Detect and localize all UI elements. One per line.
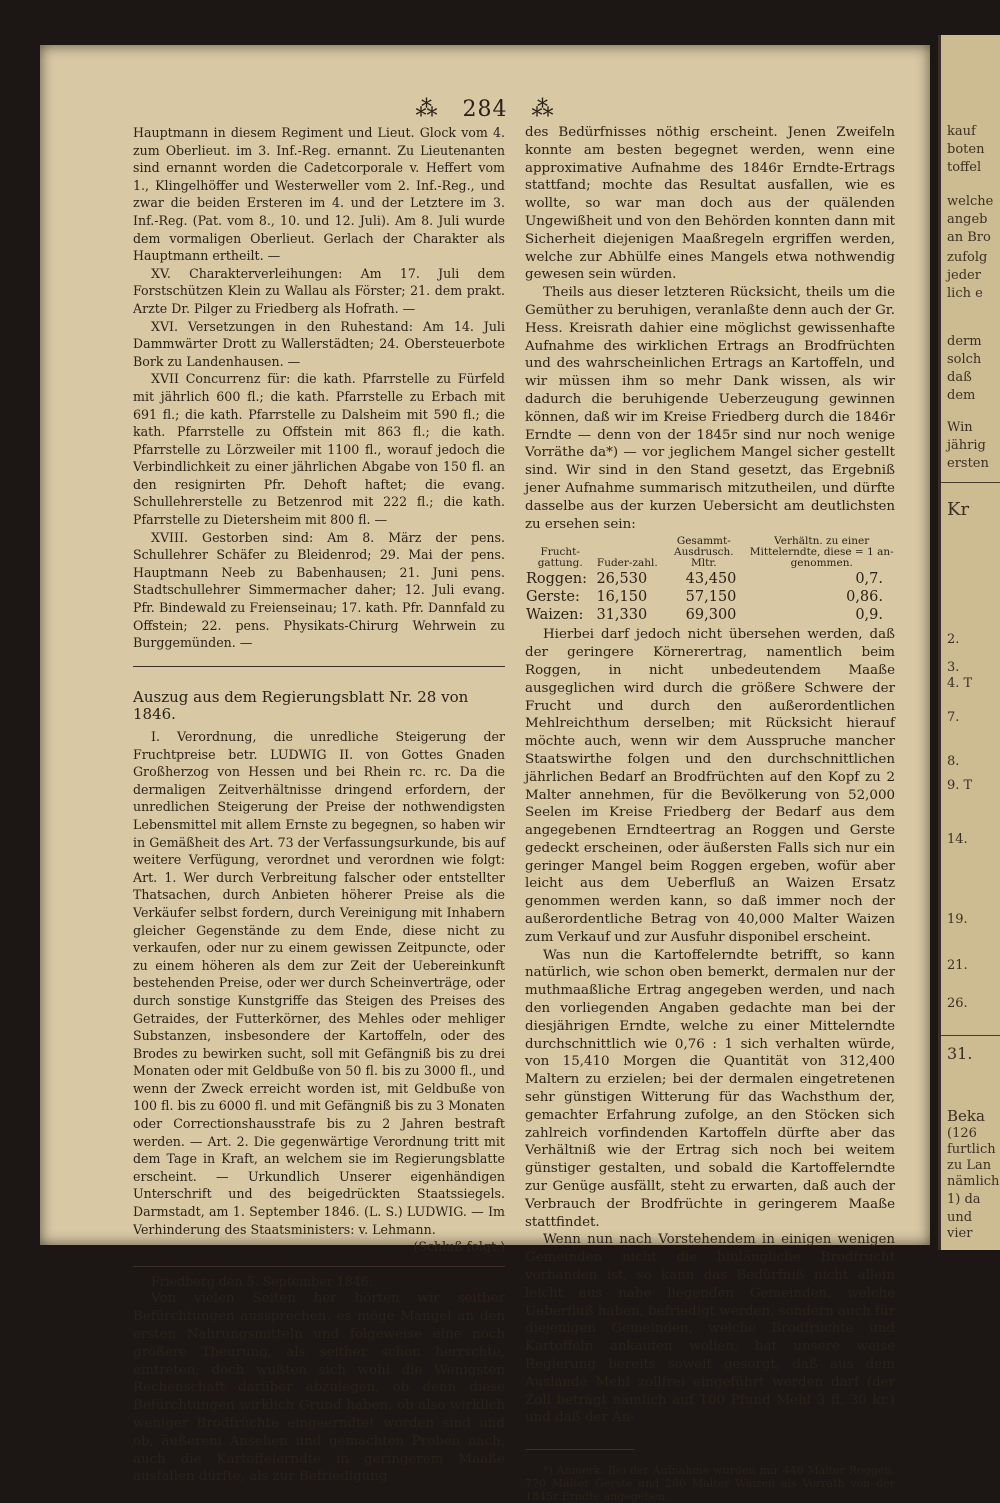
table-cell: 0,86.	[846, 589, 883, 606]
footnote: *) Anmerk. Bei der Aufnahme wurden nur 440 Malter Roggen, 770 Malter Gerste und 280 Malter Waizen als Vorrath von der 1845r Erndte angegeben.	[525, 1464, 895, 1503]
adjacent-fragment: lich e	[947, 286, 983, 301]
right-column	[525, 124, 895, 1503]
page-header	[40, 98, 930, 122]
section-divider	[133, 666, 505, 667]
page-number: 284	[462, 97, 508, 122]
adjacent-fragment: (126	[947, 1126, 977, 1141]
adjacent-fragment: 8.	[947, 754, 960, 769]
adjacent-fragment: boten	[947, 142, 985, 157]
adjacent-fragment: dem	[947, 388, 976, 403]
friedberg-paragraph: Von vielen Seiten her hörten wir seither Befürchtungen aussprechen, es möge Mangel an den ersten Nahrungsmitteln und folgeweise eine noch größere Theurung, als seither schon herrschte, eintreten; doch wußten sich wohl die Wenigsten Rechenschaft darüber abzulegen, ob denn diese Befürchtungen wirklich Grund haben, ob also wirklich weniger Brodfrüchte eingeerndtet worden sind und ob, äußerem Ansehen und gemachten Proben nach, auch die Kartoffelerndte in geringerem Maaße ausfallen dürfte, als zur Befriedigung	[133, 1291, 505, 1485]
table-row	[525, 570, 895, 588]
adjacent-fragment: Beka	[947, 1107, 985, 1125]
table-cell: 16,150	[596, 589, 648, 606]
section-xviii: XVIII. Gestorben sind: Am 8. März der pens. Schullehrer Schäfer zu Bleidenrod; 29. Mai der pens. Hauptmann Neeb zu Babenhausen; 21. Juni pens. Stadtschullehrer Simmermacher daher; 12. Juli evang. Pfr. Bindewald zu Freienseinau; 17. kath. Pfr. Dannfald zu Offstein; 22. pens. Physikats-Chirurg Wehrwein zu Burggemünden. —	[133, 529, 505, 651]
adjacent-fragment: 21.	[947, 958, 968, 973]
section-xv: XV. Charakterverleihungen: Am 17. Juli dem Forstschützen Klein zu Wallau als Förster; 21. dem prakt. Arzte Dr. Pilger zu Friedberg als Hofrath. —	[133, 265, 505, 316]
adjacent-fragment: 31.	[947, 1044, 973, 1063]
table-header: Gesammt-Ausdrusch. Mltr.	[674, 535, 734, 570]
footnote-rule	[525, 1449, 635, 1464]
potatoes-paragraph: Was nun die Kartoffelerndte betrifft, so kann natürlich, wie schon oben bemerkt, dermalen nur der muthmaaßliche Ertrag angegeben werden, und nach den vorliegenden Angaben gedachte man bei der diesjährigen Erndte, welche zu einer Mittelerndte durchschnittlich wie 0,76 : 1 sich verhalten würde, von 15,410 Morgen die Quantität von 312,400 Maltern zu erzielen; bei der dermalen eingetretenen sehr günstigen Witterung für das Wachsthum der, gemachter Erfahrung zufolge, an den Stöcken sich zahlreich vorfindenden Kartoffeln dürfte aber das Verhältniß wie der Ertrag sich noch bei weitem günstiger gestalten, und sobald die Kartoffelerndte zur Genüge ausfällt, steht zu erwarten, daß auch der Verbrauch der Brodfrüchte in geringerem Maaße stattfindet.	[525, 947, 895, 1230]
adjacent-fragment: 26.	[947, 996, 968, 1011]
adjacent-fragment: Kr	[947, 499, 970, 520]
adjacent-fragment: 3.	[947, 660, 960, 675]
adjacent-fragment: 2.	[947, 632, 960, 647]
communities-paragraph: Wenn nun nach Vorstehendem in einigen wenigen Gemeinden nicht die hinlängliche Brodfrucht vorhanden ist, so kann das Bedürfniß nicht allein leicht aus nahe liegenden Gemeinden, welche Ueberfluß haben, befriedigt werden, sondern auch für diejenigen Gemeinden, welche Brodfrüchte und Kartoffeln ankaufen wollen, hat unsere weise Regierung bereits soweit gesorgt, daß aus dem Auslande Mehl zollfrei eingeführt werden darf (der Zoll beträgt nämlich auf 100 Pfund Mehl 3 fl. 30 kr.) und daß der An-	[525, 1232, 895, 1426]
adjacent-fragment: furtlich	[947, 1142, 996, 1157]
adjacent-fragment: jährig	[947, 438, 986, 453]
continuation-paragraph: des Bedürfnisses nöthig erscheint. Jenen Zweifeln konnte am besten begegnet werden, wenn eine approximative Aufnahme des 1846r Erndte-Ertrags stattfand; mochte das Resultat ausfallen, wie es wollte, so war man doch aus der quälenden Ungewißheit und von den Behörden konnten dann mit Sicherheit diejenigen Maaßregeln ergriffen werden, welche zur Abhülfe eines Mangels etwa nothwendig gewesen sein würden.	[525, 125, 895, 283]
adjacent-page-edge	[938, 35, 1000, 1250]
decree-paragraph: I. Verordnung, die unredliche Steigerung der Fruchtpreise betr. LUDWIG II. von Gottes Gnaden Großherzog von Hessen und bei Rhein rc. rc. Da die dermaligen Zeitverhältnisse dringend erfordern, der unredlichen Steigerung der Preise der nothwendigsten Lebensmittel mit allem Ernste zu begegnen, so haben wir in Gemäßheit des Art. 73 der Verfassungsurkunde, bis auf weitere Verfügung, verordnet und verordnen wie folgt: Art. 1. Wer durch Verbreitung falscher oder entstellter Thatsachen, durch Anbieten höherer Preise als die Verkäufer selbst fordern, durch Vereinigung mit Inhabern gleicher Gegenstände zu dem Ende, diese nicht zu verkaufen, oder nur zu einem gewissen Zeitpuncte, oder zu einem höheren als dem zur Zeit der Uebereinkunft bestehenden Preise, oder wer durch Scheinverträge, oder durch sonstige Kunstgriffe das Steigen des Preises des Getraides, der Futterkörner, des Mehles oder mehliger Substanzen, insbesondere der Kartoffeln, oder des Brodes zu bewirken sucht, soll mit Gefängniß bis zu drei Monaten oder mit Geldbuße von 50 fl. bis zu 3000 fl., und wenn der Zweck erreicht worden ist, mit Geldbuße von 100 fl. bis zu 6000 fl. und mit Gefängniß bis zu 3 Monaten oder Correctionshausstrafe bis zu 2 Jahren bestraft werden. — Art. 2. Die gegenwärtige Verordnung tritt mit dem Tage in Kraft, an welchem sie im Regierungsblatte erscheint. — Urkundlich Unserer eigenhändigen Unterschrift und des beigedrückten Staatssiegels. Darmstadt, am 1. September 1846. (L. S.) LUDWIG. — Im Verhinderung des Staatsministers: v. Lehmann.	[133, 729, 505, 1237]
adjacent-fragment: 4. T	[947, 676, 973, 691]
table-cell: 0,9.	[855, 607, 883, 624]
table-cell: 57,150	[685, 589, 737, 606]
adjacent-fragment: kauf	[947, 124, 976, 139]
table-cell: 0,7.	[855, 571, 883, 588]
reasons-paragraph: Theils aus dieser letzteren Rücksicht, theils um die Gemüther zu beruhigen, veranlaßte denn auch der Gr. Hess. Kreisrath dahier eine möglichst gewissenhafte Aufnahme des wirklichen Ertrags an Brodfrüchten und des wahrscheinlichen Ertrags an Kartoffeln, und wir müssen ihm so mehr Dank wissen, als wir dadurch die beruhigende Ueberzeugung gewinnen können, daß wir im Kreise Friedberg durch die 1846r Erndte — denn von der 1845r sind nur noch wenige Vorräthe da*) — vor jeglichem Mangel sicher gestellt sind. Wir sind in den Stand gesetzt, das Ergebniß jener Aufnahme summarisch mitzutheilen, und dürfte dasselbe aus der kurzen Uebersicht am deutlichsten zu ersehen sein:	[525, 285, 895, 532]
table-header-row	[525, 535, 895, 570]
adjacent-fragment: daß	[947, 370, 972, 385]
table-header: Fuder-zahl.	[596, 557, 658, 570]
table-cell: 43,450	[685, 571, 737, 588]
adjacent-fragment: jeder	[947, 268, 981, 283]
adjacent-fragment: welche	[947, 194, 994, 209]
adjacent-fragment: an Bro	[947, 230, 991, 245]
left-column	[133, 124, 505, 1486]
consideration-paragraph: Hierbei darf jedoch nicht übersehen werden, daß der geringere Körnerertrag, namentlich beim Roggen, in nicht unbedeutendem Maaße ausgeglichen wird durch die größere Schwere der Frucht und durch den außerordentlichen Mehlreichthum derselben; mit Rücksicht hierauf möchte auch, wenn wir dem Ausspruche mancher Staatswirthe folgen und den durchschnittlichen jährlichen Bedarf an Brodfrüchten auf den Kopf zu 2 Malter annehmen, für die Bevölkerung von 52,000 Seelen im Kreise Friedberg der Bedarf aus dem angegebenen Erndteertrag an Roggen und Gerste gedeckt erscheinen, oder äußersten Falls sich nur ein geringer Mangel beim Roggen ergeben, wofür aber leicht aus dem Ueberfluß an Waizen Ersatz genommen werden kann, so daß immer noch der außerordentliche Betrag von 40,000 Malter Waizen zum Verkauf und zur Ausfuhr disponibel erscheint.	[525, 627, 895, 945]
dateline: Friedberg den 5. September 1846.	[151, 1273, 373, 1289]
section-xvii: XVII Concurrenz für: die kath. Pfarrstelle zu Fürfeld mit jährlich 600 fl.; die kath. Pfarrstelle zu Erbach mit 691 fl.; die kath. Pfarrstelle zu Dalsheim mit 590 fl.; die kath. Pfarrstelle zu Offstein mit 863 fl.; die kath. Pfarrstelle zu Lörzweiler mit 1100 fl., worauf jedoch die Verbindlichkeit zu einer jährlichen Abgabe von 150 fl. an den resignirten Pfr. Dehoft haftet; die evang. Schullehrerstelle zu Betzenrod mit 222 fl.; die kath. Pfarrstelle zu Dietersheim mit 800 fl. —	[133, 371, 505, 528]
table-header: Frucht-gattung.	[537, 546, 583, 570]
adjacent-fragment: solch	[947, 352, 982, 367]
adjacent-fragment: 14.	[947, 832, 968, 847]
table-cell: 31,330	[596, 607, 648, 624]
appointments-paragraph: Hauptmann in diesem Regiment und Lieut. Glock vom 4. zum Oberlieut. im 3. Inf.-Reg. ernannt. Zu Lieutenanten sind ernannt worden die Cadetcorporale v. Heffert vom 1., Klingelhöffer und Westerweller vom 2. Inf.-Reg., und zwar die beiden Ersteren im 4. und der Letztere im 3. Inf.-Reg. (Pat. vom 8., 10. und 12. Juli). Am 8. Juli wurde dem vormaligen Oberlieut. Gerlach der Charakter als Hauptmann ertheilt. —	[133, 125, 505, 264]
table-row	[525, 588, 895, 606]
table-cell: Gerste:	[526, 589, 580, 606]
adjacent-fragment: 1) da	[947, 1192, 981, 1207]
adjacent-fragment: ersten	[947, 456, 989, 471]
adjacent-fragment: zufolg	[947, 250, 988, 265]
adjacent-fragment: vier	[947, 1226, 973, 1241]
table-cell: 26,530	[596, 571, 648, 588]
table-row	[525, 606, 895, 624]
adjacent-fragment: nämlich	[947, 1174, 1000, 1189]
section-divider	[133, 1266, 505, 1267]
continued-note: (Schluß folgt.)	[413, 1239, 505, 1255]
table-cell: Waizen:	[526, 607, 584, 624]
harvest-table	[525, 535, 895, 624]
adjacent-rule	[941, 1035, 1000, 1036]
table-cell: 69,300	[685, 607, 737, 624]
adjacent-fragment: derm	[947, 334, 982, 349]
adjacent-rule	[941, 482, 1000, 483]
adjacent-fragment: Win	[947, 420, 973, 435]
ornament-left-icon: ⁂	[415, 97, 439, 122]
extract-title: Auszug aus dem Regierungsblatt Nr. 28 von 1846.	[133, 687, 469, 724]
adjacent-fragment: 9. T	[947, 778, 973, 793]
table-cell: Roggen:	[526, 571, 588, 588]
table-header: Verhältn. zu einer Mittelerndte, diese = 1 an-genommen.	[749, 535, 894, 570]
adjacent-fragment: 7.	[947, 710, 960, 725]
adjacent-fragment: und	[947, 1210, 973, 1225]
adjacent-fragment: toffel	[947, 160, 982, 175]
ornament-right-icon: ⁂	[531, 97, 555, 122]
adjacent-fragment: zu Lan	[947, 1158, 992, 1173]
adjacent-fragment: 19.	[947, 912, 968, 927]
section-xvi: XVI. Versetzungen in den Ruhestand: Am 14. Juli Dammwärter Drott zu Wallerstädten; 24. Obersteuerbote Bork zu Landenhausen. —	[133, 318, 505, 369]
adjacent-fragment: angeb	[947, 212, 988, 227]
